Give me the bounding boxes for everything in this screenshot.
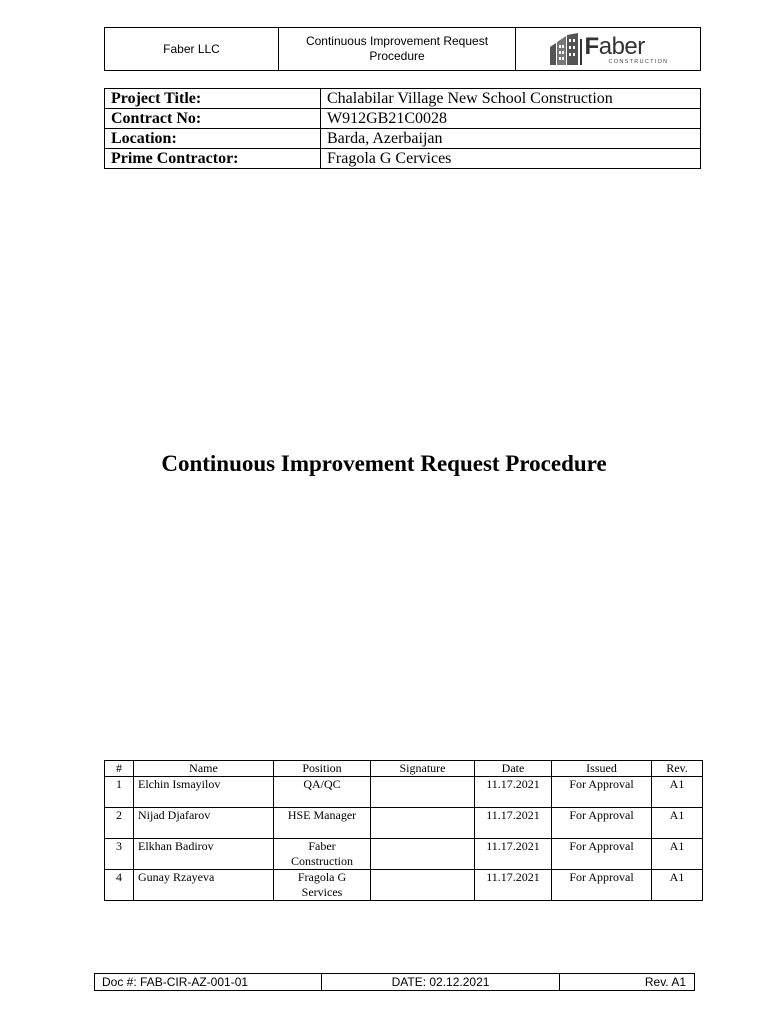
row-position: Faber Construction	[274, 839, 371, 870]
row-issued: For Approval	[552, 777, 652, 808]
row-signature	[371, 870, 475, 901]
col-header-date: Date	[475, 761, 552, 777]
row-number: 3	[105, 839, 134, 870]
row-issued: For Approval	[552, 839, 652, 870]
row-name: Elchin Ismayilov	[134, 777, 274, 808]
document-header	[104, 27, 701, 71]
row-name: Elkhan Badirov	[134, 839, 274, 870]
table-header-row	[105, 761, 703, 777]
row-date: 11.17.2021	[475, 777, 552, 808]
col-header-position: Position	[274, 761, 371, 777]
col-header-rev: Rev.	[652, 761, 703, 777]
row-rev: A1	[652, 870, 703, 901]
col-header-issued: Issued	[552, 761, 652, 777]
row-name: Nijad Djafarov	[134, 808, 274, 839]
row-issued: For Approval	[552, 870, 652, 901]
row-date: 11.17.2021	[475, 870, 552, 901]
row-date: 11.17.2021	[475, 839, 552, 870]
footer-date: DATE: 02.12.2021	[322, 974, 560, 990]
footer-revision: Rev. A1	[644, 975, 686, 989]
col-header-signature: Signature	[371, 761, 475, 777]
project-title-label: Project Title:	[105, 89, 321, 109]
location-label: Location:	[105, 129, 321, 149]
approval-table	[104, 760, 703, 901]
row-number: 1	[105, 777, 134, 808]
contract-no-label: Contract No:	[105, 109, 321, 129]
project-title-value: Chalabilar Village New School Construction	[321, 89, 701, 109]
table-row	[105, 777, 703, 808]
table-row	[105, 808, 703, 839]
prime-contractor-value: Fragola G Cervices	[321, 149, 701, 169]
row-number: 2	[105, 808, 134, 839]
row-signature	[371, 777, 475, 808]
faber-logo	[548, 33, 669, 65]
footer-doc-number: Doc #: FAB-CIR-AZ-001-01	[95, 974, 322, 990]
row-position: Fragola G Services	[274, 870, 371, 901]
company-name: Faber LLC	[105, 28, 279, 70]
table-row	[105, 149, 701, 169]
building-icon	[548, 33, 582, 65]
row-name: Gunay Rzayeva	[134, 870, 274, 901]
logo-cell	[516, 28, 700, 70]
row-rev: A1	[652, 808, 703, 839]
row-date: 11.17.2021	[475, 808, 552, 839]
prime-contractor-label: Prime Contractor:	[105, 149, 321, 169]
row-signature	[371, 839, 475, 870]
row-position: HSE Manager	[274, 808, 371, 839]
row-issued: For Approval	[552, 808, 652, 839]
location-value: Barda, Azerbaijan	[321, 129, 701, 149]
logo-wordmark: Faber	[584, 32, 645, 60]
table-row	[105, 839, 703, 870]
row-rev: A1	[652, 839, 703, 870]
header-doc-title: Continuous Improvement Request Procedure	[279, 28, 516, 70]
col-header-number: #	[105, 761, 134, 777]
col-header-name: Name	[134, 761, 274, 777]
row-position: QA/QC	[274, 777, 371, 808]
table-row	[105, 109, 701, 129]
table-row	[105, 89, 701, 109]
page-title: Continuous Improvement Request Procedure	[161, 451, 607, 476]
row-rev: A1	[652, 777, 703, 808]
contract-no-value: W912GB21C0028	[321, 109, 701, 129]
table-row	[105, 129, 701, 149]
logo-tagline: CONSTRUCTION	[608, 58, 669, 65]
table-row	[105, 870, 703, 901]
row-number: 4	[105, 870, 134, 901]
row-signature	[371, 808, 475, 839]
document-footer	[94, 973, 695, 991]
project-info-table	[104, 88, 701, 169]
